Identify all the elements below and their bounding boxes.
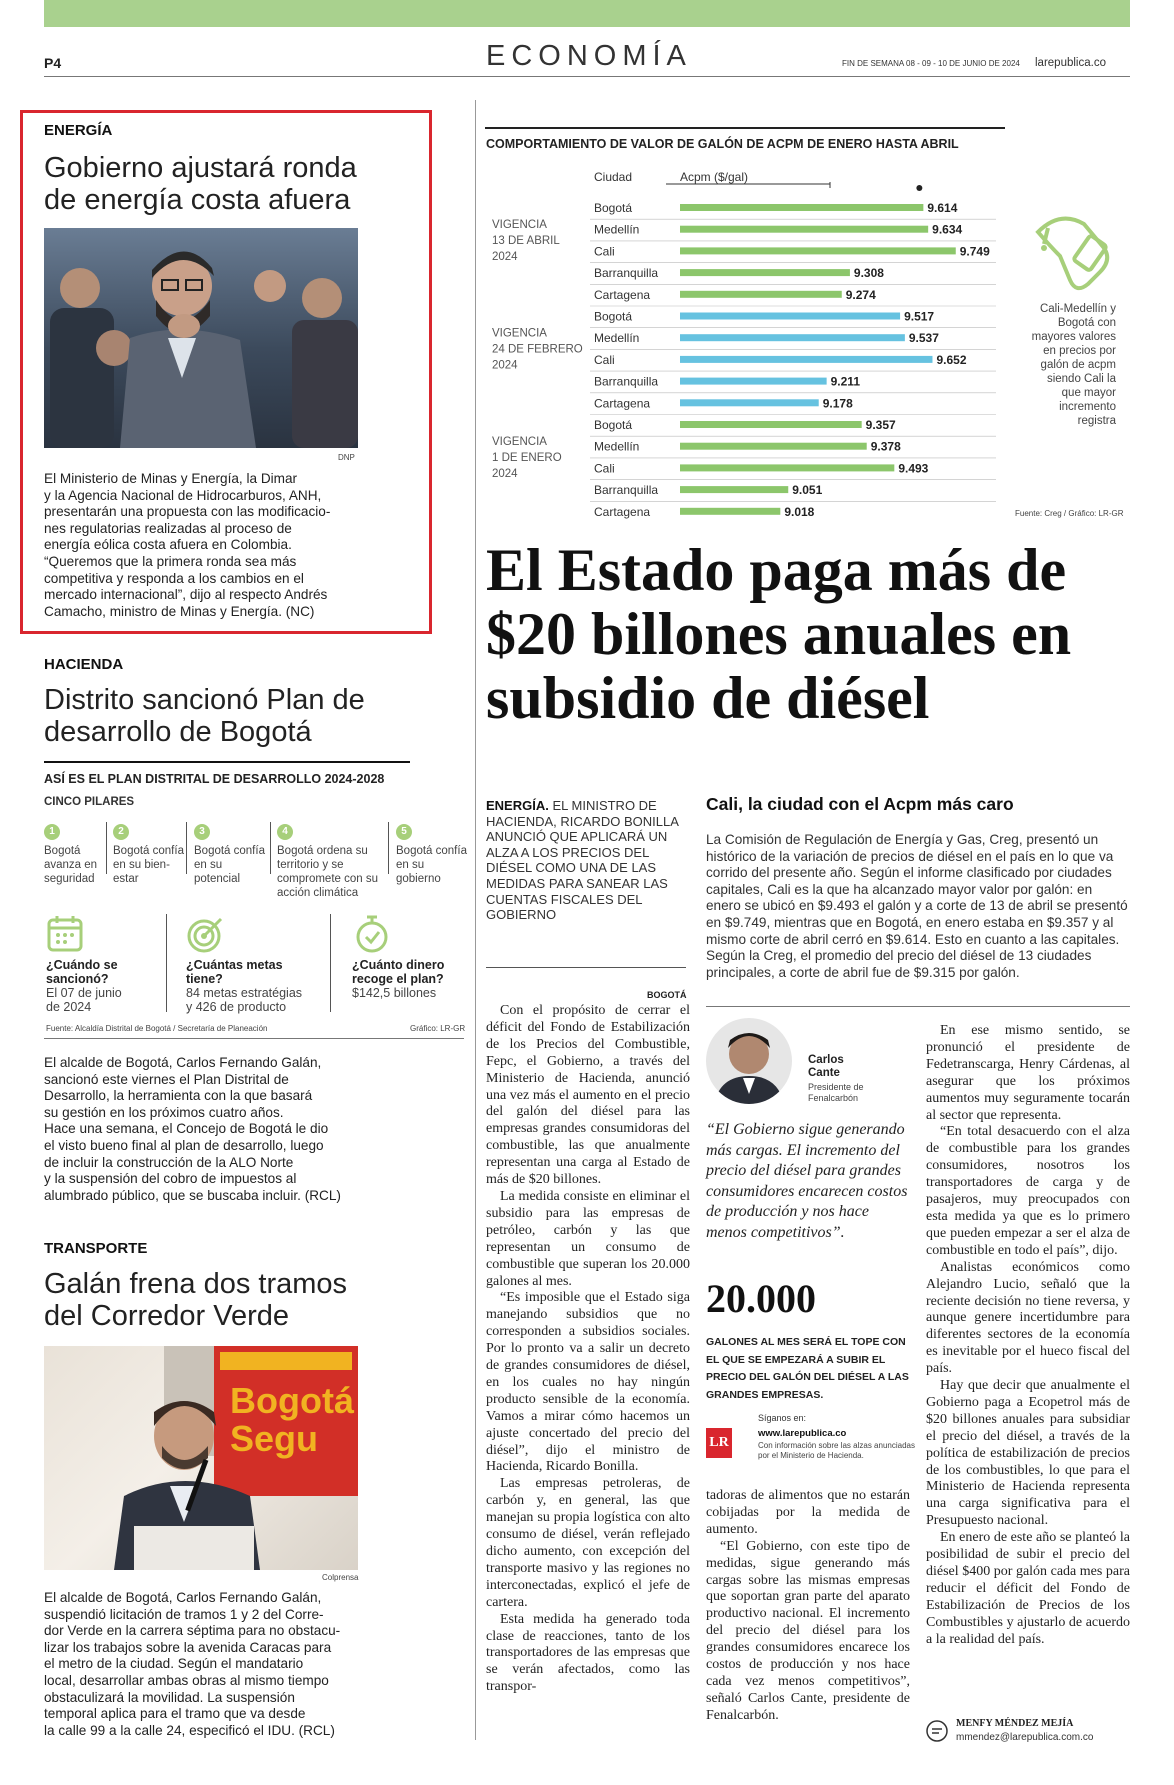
bar [680, 421, 862, 428]
body-line: Desarrollo, la herramienta con la que basará [44, 1088, 313, 1104]
bar-value-label: 9.051 [792, 483, 823, 498]
body-line: dor Verde en la carrera séptima para no obstacu- [44, 1623, 341, 1639]
stopwatch-icon [352, 914, 392, 959]
city-label: Cali [594, 352, 615, 367]
chart-source: Fuente: Creg / Gráfico: LR-GR [1015, 509, 1124, 518]
body-line: Hace una semana, el Concejo de Bogotá le dio [44, 1121, 329, 1137]
author-icon [926, 1720, 948, 1747]
body-line: el visto bueno final al plan de desarrollo, luego [44, 1137, 324, 1153]
body-line: el metro de la ciudad. Según el mandatario [44, 1656, 304, 1672]
deck-rule [486, 967, 686, 968]
top-color-band [44, 0, 1130, 27]
fact-divider [166, 914, 167, 1012]
sub-headline: Cali, la ciudad con el Acpm más caro [706, 794, 1014, 814]
paragraph: En ese mismo sentido, se pronunció el presidente de Fedetranscarga, Henry Cárdenas, al asegurar que los próximos aumentos muy seguramente tocarán al sector que representa. [926, 1023, 1130, 1123]
bar-value-label: 9.537 [908, 331, 939, 346]
header-rule [44, 76, 1130, 77]
group-label: 24 DE FEBRERO [492, 343, 583, 356]
body-line: energía eólica costa afuera en Colombia. [44, 537, 292, 553]
fact-item [46, 958, 136, 1014]
sub-body: La Comisión de Regulación de Energía y Gas, Creg, presentó un histórico de la variación de precios de diésel en el país en lo que va corrido del presente año. Según el informe clasificado por ciudades capitales, Cali es la que ha alcanzado mayor valor por galón: en enero se ubicó en $9.493 el galón y a corte de 13 de abril se presentó en $9.749, mientras que en Bogotá, en enero estaba en $9.357 y al mismo corte de abril cerró en $9.614. Esto en cuanto a las capitales. Según la Creg, el promedio del precio del diésel de 13 ciudades principales, a corte de abril fue de $9.315 por galón. [706, 832, 1128, 980]
body-line: “Queremos que la primera ronda sea más [44, 553, 297, 569]
paragraph: Las empresas petroleras, de carbón y, en general, las que manejan su propia logística con alto consumo de diésel, verán reflejado dicho aumento, con excepción del transporte masivo y las regiones no interconectadas, explicó el jefe de cartera. [486, 1476, 690, 1610]
body-line: El alcalde de Bogotá, Carlos Fernando Galán, [44, 1055, 322, 1070]
body-line: suspendió licitación de tramos 1 y 2 del Corre- [44, 1606, 324, 1622]
body-line: su gestión en los próximos cuatro años. [44, 1104, 284, 1120]
pillar-divider [186, 822, 187, 874]
quote-person-photo [706, 1018, 792, 1104]
deck-kicker: ENERGÍA. [486, 798, 549, 813]
pillar-divider [388, 822, 389, 874]
city-label: Medellín [594, 331, 640, 346]
quote-person-name: Carlos Cante [808, 1054, 844, 1079]
bar-value-label: 9.749 [959, 244, 990, 259]
bar [680, 508, 780, 515]
fact-question: ¿Cuánto dinero recoge el plan? [352, 958, 445, 986]
bar-value-label: 9.652 [936, 352, 967, 367]
body-line: alumbrado público, que se buscaba incluir. (RCL) [44, 1187, 341, 1203]
article-column-2 [706, 1488, 910, 1725]
deck-text: EL MINISTRO DE HACIENDA, RICARDO BONILLA ANUNCIÓ QUE APLICARÁ UN ALZA A LOS PRECIOS DEL DIÉSEL COMO UNA DE LAS MEDIDAS PARA SANEAR LAS CUENTAS FISCALES DEL GOBIERNO [486, 798, 679, 923]
pillar-number: 1 [44, 824, 60, 840]
bar [680, 399, 819, 406]
paragraph: “En total desacuerdo con el alza de combustible para los grandes consumidores, nosotros los transportadores de carga y de pasajeros, muy preocupados con esta medida ya que es lo primero que pueden empezar a ser el alza de combustible en todo el país”, dijo. [926, 1124, 1130, 1258]
body-line: la calle 99 a la calle 24, especificó el IDU. (RCL) [44, 1722, 335, 1738]
bar-value-label: 9.274 [845, 287, 876, 302]
section-kicker: HACIENDA [44, 656, 124, 673]
follow-text: Con información sobre las alzas anunciadas por el Ministerio de Hacienda. [758, 1441, 915, 1460]
city-label: Cali [594, 244, 615, 259]
body-line: Camacho, ministro de Minas y Energía. (NC) [44, 603, 315, 619]
city-label: Cartagena [594, 287, 651, 302]
photo-credit: DNP [338, 453, 355, 462]
article-column-3 [926, 1023, 1130, 1649]
paragraph: Con el propósito de cerrar el déficit del Fondo de Estabilización de los Precios del Combustible, Fepc, el Gobierno, a través del Ministerio de Hacienda, anunció una vez más el aumento en el precio del galón del diésel para las empresas grandes consumidoras del combustible, las que anualmente representan una carga al Estado de más de $20 billones. [486, 1003, 690, 1188]
fact-divider [330, 914, 331, 1012]
body-line: y la suspensión del cobro de impuestos al [44, 1171, 297, 1187]
pillar-text: Bogotá confía en su gobierno [396, 845, 467, 885]
pillar-divider [270, 822, 271, 874]
section-name: ECONOMÍA [486, 40, 692, 72]
photo-sign-text: Bogotá Segu [230, 1380, 354, 1459]
paragraph: Esta medida ha generado toda clase de reacciones, tanto de los transportadores de las empresas que se verán afectados, como las transpor- [486, 1611, 690, 1695]
city-label: Barranquilla [594, 266, 659, 281]
pillar-item [194, 824, 268, 886]
bar [680, 313, 900, 320]
article-body [44, 1055, 374, 1204]
article-body [44, 1590, 374, 1739]
pillar-number: 5 [396, 824, 412, 840]
section-kicker: ENERGÍA [44, 122, 113, 139]
pillar-item [113, 824, 191, 886]
pillar-item [277, 824, 381, 900]
target-icon [186, 914, 226, 959]
bar [680, 204, 923, 211]
bar-value-label: 9.308 [853, 266, 884, 281]
body-line: El Ministerio de Minas y Energía, la Dimar [44, 471, 298, 486]
pillar-item [396, 824, 468, 886]
bar-value-label: 9.493 [898, 461, 929, 476]
bar-value-label: 9.634 [932, 222, 963, 237]
pillar-number: 2 [113, 824, 129, 840]
body-line: presentarán una propuesta con las modificacio- [44, 504, 331, 520]
stat-text: GALONES AL MES SERÁ EL TOPE CON EL QUE SE EMPEZARÁ A SUBIR EL PRECIO DEL GALÓN DEL DIÉSEL A LAS GRANDES EMPRESAS. [706, 1336, 909, 1401]
minister-photo [44, 228, 358, 448]
city-label: Cali [594, 461, 615, 476]
fact-answer: $142,5 billones [352, 986, 437, 1000]
fact-item [352, 958, 462, 1000]
plan-source: Fuente: Alcaldía Distrital de Bogotá / Secretaría de Planeación [46, 1024, 268, 1033]
chart-title: COMPORTAMIENTO DE VALOR DE GALÓN DE ACPM DE ENERO HASTA ABRIL [486, 137, 959, 151]
pillar-divider [106, 822, 107, 874]
body-line: competitiva y responda a los cambios en el [44, 570, 304, 586]
group-label: 13 DE ABRIL [492, 235, 560, 247]
paragraph: tadoras de alimentos que no estarán cobijadas por la medida de aumento. [706, 1488, 910, 1537]
acpm-bar-chart [486, 170, 1006, 520]
fact-answer: El 07 de junio de 2024 [46, 986, 122, 1014]
plan-graphic-credit: Gráfico: LR-GR [410, 1024, 466, 1033]
bar [680, 269, 850, 276]
city-label: Barranquilla [594, 483, 659, 498]
bar [680, 334, 905, 341]
city-label: Cartagena [594, 504, 651, 519]
pillar-text: Bogotá avanza en seguridad [44, 845, 98, 885]
group-label: VIGENCIA [492, 219, 547, 231]
paragraph: “Es imposible que el Estado siga manejando subsidios que no corresponden a subsidios sociales. Por lo pronto va a salir un decreto de grandes consumidores de diésel, en los cuales no hay ningún producto sensible de la economía. Vamos a mirar cómo hacemos un ajuste concertado del precio del diésel”, dijo el ministro de Hacienda, Ricardo Bonilla. [486, 1290, 690, 1475]
city-label: Barranquilla [594, 374, 659, 389]
group-label: 2024 [492, 251, 518, 263]
bar-value-label: 9.178 [822, 396, 853, 411]
stat-number: 20.000 [706, 1276, 816, 1321]
bar-value-label: 9.517 [904, 309, 935, 324]
headline: Distrito sancionó Plan de desarrollo de Bogotá [44, 684, 365, 748]
bar [680, 247, 956, 254]
issue-date: FIN DE SEMANA 08 - 09 - 10 DE JUNIO DE 2024 [842, 59, 1020, 68]
plan-box-rule [44, 761, 410, 763]
fact-question: ¿Cuántas metas tiene? [186, 958, 283, 986]
city-label: Bogotá [594, 309, 633, 324]
quote-person-role: Presidente de Fenalcarbón [808, 1082, 864, 1103]
bar-value-label: 9.018 [784, 504, 815, 519]
dateline: BOGOTÁ [647, 990, 687, 1000]
mayor-photo [44, 1346, 358, 1570]
group-label: 1 DE ENERO [492, 452, 562, 464]
city-label: Cartagena [594, 396, 651, 411]
page-number: P4 [44, 55, 62, 71]
chart-col-value: Acpm ($/gal) [680, 170, 749, 184]
body-line: obstaculizará la movilidad. La suspensión [44, 1689, 295, 1705]
bar [680, 356, 932, 363]
paragraph: En enero de este año se planteó la posibilidad de subir el precio del diésel $400 por galón cada mes para reducir el déficit del Fondo de Estabilización de Precios de los Combustibles y ajustarlo de acuerdo a la realidad del país. [926, 1530, 1130, 1647]
fact-question: ¿Cuándo se sancionó? [46, 958, 118, 986]
group-label: VIGENCIA [492, 327, 547, 340]
body-line: El alcalde de Bogotá, Carlos Fernando Galán, [44, 1590, 322, 1605]
bar-value-label: 9.378 [870, 439, 901, 454]
pillar-number: 3 [194, 824, 210, 840]
body-line: lizar los trabajos sobre la avenida Caracas para [44, 1639, 332, 1655]
headline: Gobierno ajustará ronda de energía costa afuera [44, 152, 357, 216]
bar [680, 291, 842, 298]
pillar-text: Bogotá ordena su territorio y se compromete con su acción climática [277, 845, 378, 899]
calendar-icon [46, 914, 86, 959]
paragraph: La medida consiste en eliminar el subsidio para las empresas de petróleo, carbón y las que representan un consumo de combustible que superan los 20.000 galones al mes. [486, 1188, 690, 1289]
plan-box-title: ASÍ ES EL PLAN DISTRITAL DE DESARROLLO 2024-2028 [44, 772, 385, 786]
follow-url[interactable]: www.larepublica.co [758, 1428, 847, 1439]
article-column-1 [486, 1003, 690, 1696]
bar [680, 464, 894, 471]
article-body [44, 471, 374, 620]
bar-value-label: 9.211 [830, 374, 861, 389]
city-label: Bogotá [594, 418, 633, 432]
body-line: nes regulatorias realizadas al proceso de [44, 520, 292, 536]
body-line: y la Agencia Nacional de Hidrocarburos, ANH, [44, 487, 322, 503]
city-label: Medellín [594, 222, 640, 237]
bar-value-label: 9.614 [927, 201, 958, 215]
chart-col-city: Ciudad [594, 170, 633, 184]
follow-label: Síganos en: [758, 1413, 807, 1423]
deck [486, 798, 686, 923]
bar [680, 378, 827, 385]
main-headline: El Estado paga más de $20 billones anuales en subsidio de diésel [486, 537, 1072, 731]
body-line: local, desarrollar ambas obras al mismo tiempo [44, 1672, 329, 1688]
group-label: 2024 [492, 468, 518, 480]
group-label: 2024 [492, 359, 518, 372]
body-line: de incluir la construcción de la ALO Norte [44, 1154, 294, 1170]
group-label: VIGENCIA [492, 436, 547, 448]
body-line: temporal aplica para el tramo que va desde [44, 1706, 306, 1722]
bar [680, 443, 867, 450]
paragraph: “El Gobierno, con este tipo de medidas, sigue generando más cargas sobre las mismas empresas que soportan gran parte del aparato productivo nacional. El incremento del precio del diésel para los grandes consumidores encarece los costos de producción y nos hace cada vez menos competitivos”, señaló Carlos Cante, presidente de Fenalcarbón. [706, 1538, 910, 1723]
sub-rule [706, 1006, 1130, 1007]
fuel-pump-icon [1030, 210, 1116, 301]
chart-marker-dot [916, 185, 922, 191]
headline: Galán frena dos tramos del Corredor Verde [44, 1268, 348, 1332]
chart-side-note: Cali-Medellín y Bogotá con mayores valores en precios por galón de acpm siendo Cali la que mayor incremento registra [1031, 303, 1116, 427]
author-email[interactable]: mmendez@larepublica.com.co [956, 1732, 1094, 1743]
author-name: MENFY MÉNDEZ MEJÍA [956, 1718, 1074, 1729]
pillars-title: CINCO PILARES [44, 796, 135, 808]
pillar-number: 4 [277, 824, 293, 840]
pillar-text: Bogotá confía en su potencial [194, 845, 265, 885]
section-kicker: TRANSPORTE [44, 1240, 148, 1257]
site-url: larepublica.co [1035, 57, 1106, 69]
city-label: Medellín [594, 439, 640, 454]
pillar-item [44, 824, 102, 886]
column-divider [475, 100, 476, 1740]
bar-value-label: 9.357 [865, 418, 896, 432]
fact-item [186, 958, 306, 1014]
body-line: sancionó este viernes el Plan Distrital de [44, 1071, 289, 1087]
lr-logo: LR [706, 1428, 732, 1458]
paragraph: Hay que decir que anualmente el Gobierno paga a Ecopetrol más de $20 billones anuales para subsidiar el precio del diésel, a través de la política de estabilización de precios de los combustibles, lo que para el Ministerio de Hacienda representa una carga significativa para el Presupuesto nacional. [926, 1378, 1130, 1529]
photo-credit: Colprensa [322, 1573, 359, 1582]
city-label: Bogotá [594, 201, 633, 215]
bar [680, 226, 928, 233]
pillar-text: Bogotá confía en su bien-estar [113, 845, 184, 885]
body-line: mercado internacional”, dijo al respecto Andrés [44, 587, 328, 603]
plan-box-bottom-rule [44, 1038, 464, 1039]
paragraph: Analistas económicos como Alejandro Lucio, señaló que la reciente decisión no tiene reversa, y aunque genere incertidumbre para diferentes sectores de la economía es inevitable por el hueco fiscal del país. [926, 1259, 1130, 1377]
bar [680, 486, 788, 493]
fact-answer: 84 metas estratégias y 426 de producto [186, 986, 303, 1014]
pull-quote: “El Gobierno sigue generando más cargas. El incremento del precio del diésel para grandes consumidores encarecen costos de producción y nos hace menos competitivos”. [706, 1121, 908, 1241]
chart-top-rule [485, 127, 1005, 129]
